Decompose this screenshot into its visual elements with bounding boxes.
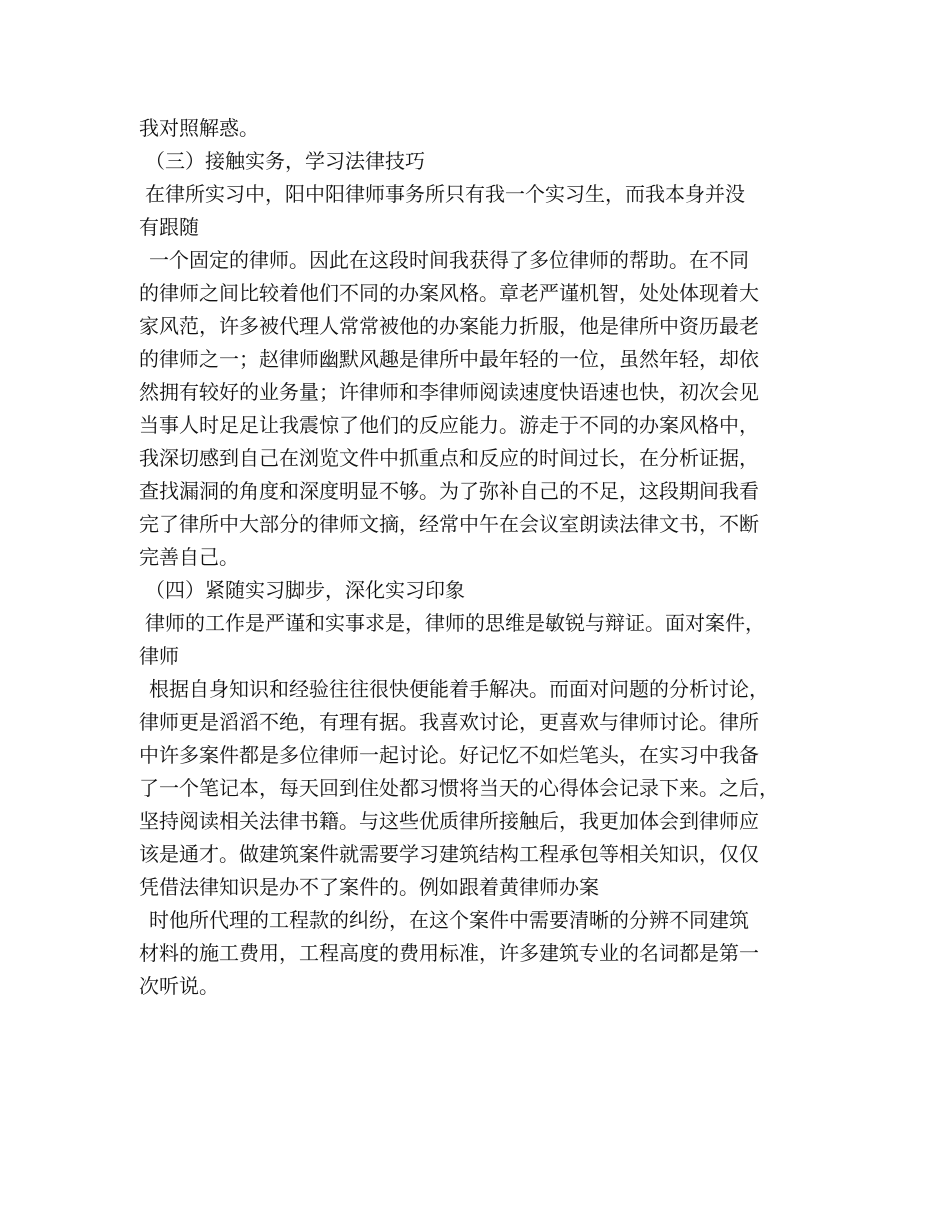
text-line: 的律师之间比较着他们不同的办案风格。章老严谨机智，处处体现着大 (139, 281, 759, 305)
text-line: 当事人时足足让我震惊了他们的反应能力。游走于不同的办案风格中， (139, 413, 759, 437)
text-line: 了一个笔记本，每天回到住处都习惯将当天的心得体会记录下来。之后， (139, 776, 779, 800)
text-line: 我深切感到自己在浏览文件中抓重点和反应的时间过长，在分析证据， (139, 446, 759, 470)
text-line: 材料的施工费用，工程高度的费用标准，许多建筑专业的名词都是第一 (139, 941, 759, 965)
section-heading-3: （三）接触实务，学习法律技巧 (145, 149, 425, 173)
text-line: 完善自己。 (139, 545, 239, 569)
text-line: 然拥有较好的业务量；许律师和李律师阅读速度快语速也快，初次会见 (139, 380, 759, 404)
text-line: 完了律所中大部分的律师文摘，经常中午在会议室朗读法律文书，不断 (139, 512, 759, 536)
text-line: 律师更是滔滔不绝，有理有据。我喜欢讨论，更喜欢与律师讨论。律所 (139, 710, 759, 734)
text-line: 律师 (139, 644, 179, 668)
text-line: 的律师之一；赵律师幽默风趣是律所中最年轻的一位，虽然年轻，却依 (139, 347, 759, 371)
text-line: 中许多案件都是多位律师一起讨论。好记忆不如烂笔头，在实习中我备 (139, 743, 759, 767)
text-line: 根据自身知识和经验往往很快便能着手解决。而面对问题的分析讨论， (149, 677, 769, 701)
text-line: 我对照解惑。 (139, 116, 259, 140)
text-line: 一个固定的律师。因此在这段时间我获得了多位律师的帮助。在不同 (149, 248, 749, 272)
body-text (139, 112, 829, 1003)
text-line: 在律所实习中，阳中阳律师事务所只有我一个实习生，而我本身并没 (145, 182, 745, 206)
text-line: 有跟随 (139, 215, 199, 239)
text-line: 查找漏洞的角度和深度明显不够。为了弥补自己的不足，这段期间我看 (139, 479, 759, 503)
text-line: 次听说。 (139, 974, 219, 998)
text-line: 坚持阅读相关法律书籍。与这些优质律所接触后，我更加体会到律师应 (139, 809, 759, 833)
text-line: 时他所代理的工程款的纠纷，在这个案件中需要清晰的分辨不同建筑 (149, 908, 749, 932)
text-line: 该是通才。做建筑案件就需要学习建筑结构工程承包等相关知识，仅仅 (139, 842, 759, 866)
text-line: 家风范，许多被代理人常常被他的办案能力折服，他是律所中资历最老 (139, 314, 759, 338)
section-heading-4: （四）紧随实习脚步，深化实习印象 (145, 578, 465, 602)
text-line: 律师的工作是严谨和实事求是，律师的思维是敏锐与辩证。面对案件， (145, 611, 765, 635)
text-line: 凭借法律知识是办不了案件的。例如跟着黄律师办案 (139, 875, 599, 899)
